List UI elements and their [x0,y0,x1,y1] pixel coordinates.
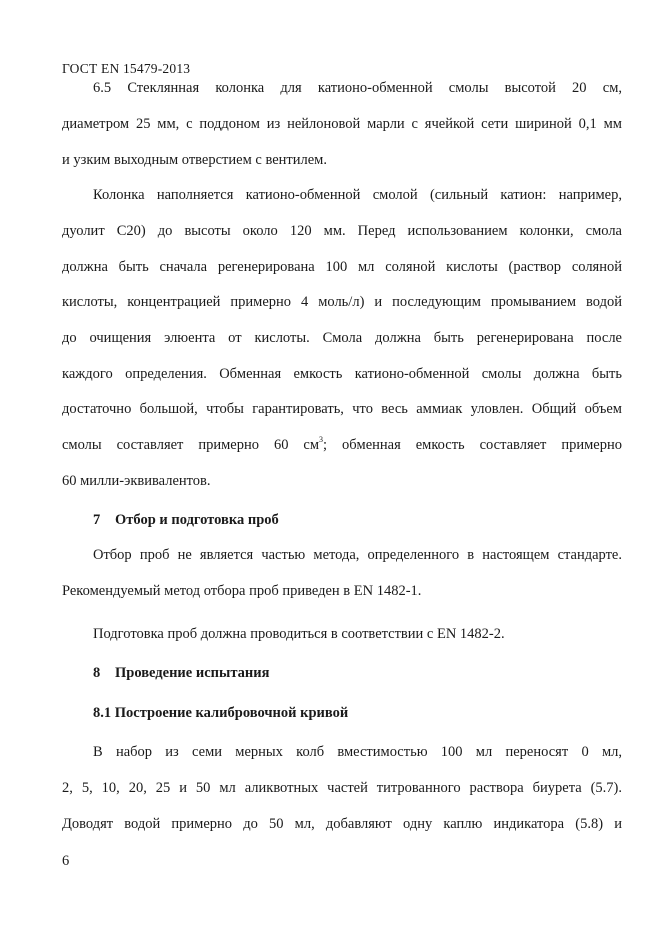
document-header: ГОСТ EN 15479-2013 [62,61,191,76]
page-number: 6 [62,853,70,869]
column-paragraph-line-6: каждого определения. Обменная емкость катионо-обменной смолы должна быть [62,366,622,382]
section-6-5-line-1: 6.5 Стеклянная колонка для катионо-обменной смолы высотой 20 см, [93,80,622,96]
section-8-title: Проведение испытания [115,665,270,681]
column-paragraph-line-7: достаточно большой, чтобы гарантировать, что весь аммиак уловлен. Общий объем [62,401,622,417]
section-7-title: Отбор и подготовка проб [115,512,279,528]
column-paragraph-line-1: Колонка наполняется катионо-обменной смолой (сильный катион: например, [93,187,622,203]
column-paragraph-line-5: до очищения элюента от кислоты. Смола должна быть регенерирована после [62,330,622,346]
section-8-1-line-2: 2, 5, 10, 20, 25 и 50 мл аликвотных частей титрованного раствора биурета (5.7). [62,780,622,796]
section-6-5-line-3: и узким выходным отверстием с вентилем. [62,152,327,168]
resin-volume-text: смолы составляет примерно 60 см [62,437,320,453]
cubic-superscript: 3 [319,435,324,444]
section-8-heading [93,664,622,682]
section-7-number: 7 [93,512,101,528]
column-paragraph-line-4: кислоты, концентрацией примерно 4 моль/л) и последующим промыванием водой [62,294,622,310]
section-8-1-line-1: В набор из семи мерных колб вместимостью 100 мл переносят 0 мл, [93,744,622,760]
section-8-1-heading: 8.1 Построение калибровочной кривой [93,705,349,721]
section-6-5-line-2: диаметром 25 мм, с поддоном из нейлоновой марли с ячейкой сети шириной 0,1 мм [62,116,622,132]
column-paragraph-line-8 [62,436,622,454]
section-8-1-line-3: Доводят водой примерно до 50 мл, добавляют одну каплю индикатора (5.8) и [62,816,622,832]
exchange-capacity-text: ; обменная емкость составляет примерно [323,437,622,453]
section-7-para1-line-2: Рекомендуемый метод отбора проб приведен в EN 1482-1. [62,583,422,599]
column-paragraph-line-2: дуолит С20) до высоты около 120 мм. Перед использованием колонки, смола [62,223,622,239]
column-paragraph-line-3: должна быть сначала регенерирована 100 мл соляной кислоты (раствор соляной [62,259,622,275]
column-paragraph-line-9: 60 милли-эквивалентов. [62,473,211,489]
section-7-para2: Подготовка проб должна проводиться в соответствии с EN 1482-2. [93,626,505,642]
section-7-heading [93,511,622,529]
section-8-number: 8 [93,665,101,681]
section-7-para1-line-1: Отбор проб не является частью метода, определенного в настоящем стандарте. [93,547,622,563]
